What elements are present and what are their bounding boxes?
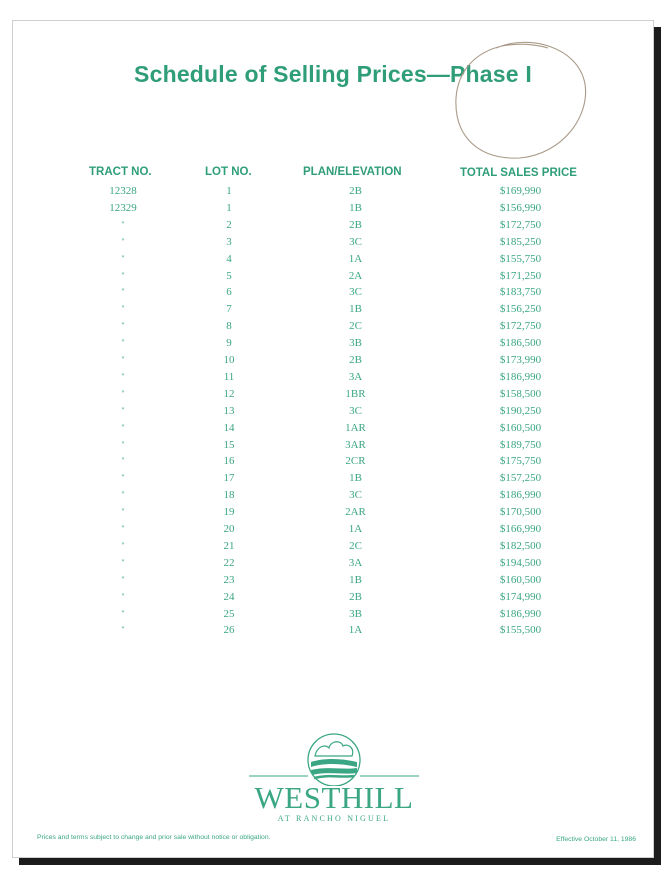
price-cell: $160,500 <box>499 421 542 434</box>
table-row <box>13 388 653 405</box>
plan-cell: 1A <box>348 624 363 637</box>
plan-cell: 3AR <box>345 438 366 451</box>
table-row <box>13 557 653 574</box>
price-cell: $160,500 <box>499 573 542 586</box>
price-cell: $175,750 <box>499 455 542 468</box>
table-row <box>13 608 653 625</box>
tract-cell: " <box>121 236 125 246</box>
plan-cell: 2A <box>348 269 363 282</box>
plan-cell: 3C <box>349 404 362 417</box>
table-row <box>13 202 653 219</box>
price-cell: $194,500 <box>499 556 542 569</box>
header-tract: TRACT NO. <box>89 166 152 178</box>
plan-cell: 2B <box>349 590 362 603</box>
lot-cell: 16 <box>223 455 235 468</box>
table-row <box>13 422 653 439</box>
tract-cell: " <box>121 439 125 449</box>
lot-cell: 12 <box>223 387 235 400</box>
table-row <box>13 219 653 236</box>
lot-cell: 23 <box>223 573 235 586</box>
tract-cell: " <box>121 524 125 533</box>
price-cell: $170,500 <box>499 506 542 519</box>
price-cell: $156,250 <box>499 303 542 316</box>
lot-cell: 10 <box>223 354 235 366</box>
table-row <box>13 489 653 506</box>
tract-cell: " <box>121 473 125 483</box>
plan-cell: 3C <box>349 235 362 248</box>
price-cell: $173,990 <box>499 354 542 366</box>
lot-cell: 14 <box>223 421 235 434</box>
table-row <box>13 574 653 591</box>
price-cell: $186,990 <box>499 489 542 502</box>
price-cell: $182,500 <box>499 539 542 552</box>
lot-cell: 3 <box>226 235 232 248</box>
lot-cell: 1 <box>226 201 232 214</box>
table-row <box>13 286 653 303</box>
plan-cell: 2C <box>349 539 362 552</box>
price-cell: $186,500 <box>499 337 542 350</box>
price-cell: $183,750 <box>499 286 542 299</box>
table-row <box>13 185 653 202</box>
plan-cell: 2B <box>349 218 362 231</box>
price-cell: $155,750 <box>499 252 542 265</box>
tract-cell: " <box>121 625 125 635</box>
westhill-logo <box>249 726 419 822</box>
tract-cell: " <box>121 591 125 601</box>
table-row <box>13 236 653 253</box>
lot-cell: 22 <box>223 556 235 569</box>
price-cell: $157,250 <box>499 472 542 485</box>
table-row <box>13 303 653 320</box>
tract-cell: " <box>121 456 125 466</box>
price-cell: $169,990 <box>499 185 542 197</box>
plan-cell: 2B <box>349 185 362 197</box>
header-plan: PLAN/ELEVATION <box>303 166 402 178</box>
table-row <box>13 253 653 270</box>
lot-cell: 5 <box>226 269 232 282</box>
tract-cell: " <box>121 388 125 398</box>
tract-cell: " <box>121 371 125 381</box>
lot-cell: 9 <box>226 337 232 350</box>
footer-effective-date: Effective October 11, 1986 <box>556 836 636 843</box>
plan-cell: 2C <box>349 320 362 333</box>
table-row <box>13 320 653 337</box>
lot-cell: 1 <box>226 185 232 197</box>
lot-cell: 21 <box>223 539 235 552</box>
lot-cell: 24 <box>223 590 235 603</box>
plan-cell: 1BR <box>345 387 366 400</box>
tract-cell: " <box>121 270 125 280</box>
plan-cell: 1A <box>348 523 363 535</box>
tract-cell: " <box>121 574 125 584</box>
lot-cell: 20 <box>223 523 235 535</box>
tract-cell: " <box>121 405 125 415</box>
tract-cell: " <box>121 321 125 331</box>
plan-cell: 1B <box>349 573 362 586</box>
price-cell: $155,500 <box>499 624 542 637</box>
plan-cell: 3C <box>349 286 362 299</box>
tract-cell: " <box>121 355 125 364</box>
table-row <box>13 523 653 540</box>
price-cell: $189,750 <box>499 438 542 451</box>
plan-cell: 3B <box>349 607 362 620</box>
table-row <box>13 405 653 422</box>
plan-cell: 2AR <box>345 506 366 519</box>
lot-cell: 13 <box>223 404 235 417</box>
plan-cell: 3A <box>348 556 363 569</box>
tract-cell: " <box>121 540 125 550</box>
table-row <box>13 439 653 456</box>
table-row <box>13 270 653 287</box>
footer-disclaimer: Prices and terms subject to change and prior sale without notice or obligation. <box>37 834 271 841</box>
lot-cell: 2 <box>226 218 232 231</box>
table-row <box>13 591 653 608</box>
table-row <box>13 455 653 472</box>
price-cell: $156,990 <box>499 201 542 214</box>
tract-cell: " <box>121 219 125 229</box>
tract-cell: " <box>121 304 125 314</box>
tract-cell: " <box>121 608 125 618</box>
header-price: TOTAL SALES PRICE <box>460 167 577 179</box>
tract-cell: 12328 <box>109 185 137 197</box>
logo-wordmark: WESTHILL <box>254 780 414 815</box>
document-page <box>12 20 654 858</box>
tract-cell: " <box>121 507 125 517</box>
table-row <box>13 371 653 388</box>
lot-cell: 18 <box>223 489 235 502</box>
price-cell: $185,250 <box>499 235 542 248</box>
tract-cell: " <box>121 422 125 432</box>
price-cell: $158,500 <box>499 387 542 400</box>
price-cell: $190,250 <box>499 404 542 417</box>
lot-cell: 4 <box>226 252 232 265</box>
tract-cell: " <box>121 253 125 263</box>
page-title: Schedule of Selling Prices—Phase I <box>134 61 532 87</box>
table-row <box>13 624 653 641</box>
lot-cell: 11 <box>223 370 235 383</box>
header-lot: LOT NO. <box>205 166 252 178</box>
price-cell: $174,990 <box>499 590 542 603</box>
lot-cell: 25 <box>223 607 235 620</box>
westhill-emblem-icon <box>249 726 419 786</box>
plan-cell: 3B <box>349 337 362 350</box>
table-row <box>13 506 653 523</box>
table-row <box>13 354 653 371</box>
price-cell: $171,250 <box>499 269 542 282</box>
plan-cell: 3C <box>349 489 362 502</box>
table-row <box>13 540 653 557</box>
lot-cell: 15 <box>223 438 235 451</box>
plan-cell: 1B <box>349 472 362 485</box>
table-row <box>13 472 653 489</box>
price-cell: $172,750 <box>499 218 542 231</box>
logo-subtitle: AT RANCHO NIGUEL <box>277 814 391 823</box>
lot-cell: 17 <box>223 472 235 485</box>
tract-cell: " <box>121 490 125 500</box>
price-cell: $186,990 <box>499 370 542 383</box>
lot-cell: 8 <box>226 320 232 333</box>
plan-cell: 2CR <box>345 455 366 468</box>
lot-cell: 6 <box>226 286 232 299</box>
tract-cell: " <box>121 557 125 567</box>
lot-cell: 7 <box>226 303 232 316</box>
tract-cell: " <box>121 338 125 348</box>
table-row <box>13 337 653 354</box>
price-cell: $172,750 <box>499 320 542 333</box>
lot-cell: 26 <box>223 624 235 637</box>
plan-cell: 1AR <box>345 421 366 434</box>
plan-cell: 1B <box>349 201 362 214</box>
hand-drawn-circle <box>438 36 588 160</box>
tract-cell: " <box>121 287 125 297</box>
plan-cell: 2B <box>349 354 362 366</box>
plan-cell: 1A <box>348 252 363 265</box>
price-cell: $166,990 <box>499 523 542 535</box>
lot-cell: 19 <box>223 506 235 519</box>
plan-cell: 3A <box>348 370 363 383</box>
price-cell: $186,990 <box>499 607 542 620</box>
plan-cell: 1B <box>349 303 362 316</box>
tract-cell: 12329 <box>109 201 137 214</box>
